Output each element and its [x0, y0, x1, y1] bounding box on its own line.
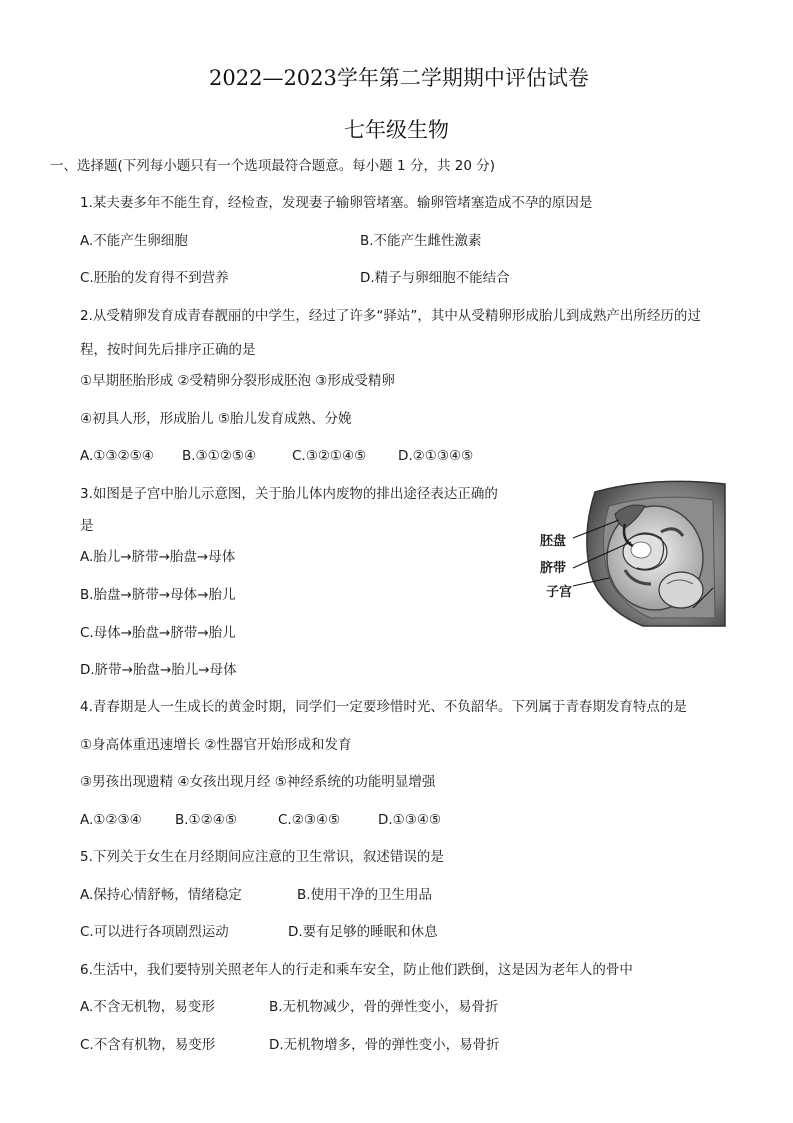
q2-stem-line1: 2.从受精卵发育成青春靓丽的中学生，经过了许多“驿站”，其中从受精卵形成胎儿到成熟产出所经历的过 [80, 308, 701, 324]
q3-stem-line1: 3.如图是子宫中胎儿示意图，关于胎儿体内废物的排出途径表达正确的 [80, 486, 498, 502]
exam-title: 2022—2023学年第二学期期中评估试卷 [209, 66, 589, 90]
fetus-in-uterus-figure [533, 480, 727, 628]
q1-stem: 1.某夫妻多年不能生育，经检查，发现妻子输卵管堵塞。输卵管堵塞造成不孕的原因是 [80, 195, 593, 211]
q2-option-d: D.②①③④⑤ [398, 448, 474, 464]
q6-option-c: C.不含有机物，易变形 [80, 1037, 216, 1053]
q4-option-c: C.②③④⑤ [278, 812, 341, 828]
q4-stem: 4.青春期是人一生成长的黄金时期，同学们一定要珍惜时光、不负韶华。下列属于青春期发育特点的是 [80, 699, 687, 715]
q4-items-line1: ①身高体重迅速增长 ②性器官开始形成和发育 [80, 737, 352, 753]
figure-label-umbilical-cord: 脐带 [540, 561, 567, 576]
exam-subtitle: 七年级生物 [344, 118, 449, 142]
q2-items-line1: ①早期胚胎形成 ②受精卵分裂形成胚泡 ③形成受精卵 [80, 373, 395, 389]
q1-option-a: A.不能产生卵细胞 [80, 233, 188, 249]
section-heading: 一、选择题(下列每小题只有一个选项最符合题意。每小题 1 分，共 20 分) [50, 158, 495, 174]
q4-option-d: D.①③④⑤ [378, 812, 442, 828]
q5-option-d: D.要有足够的睡眠和休息 [288, 924, 438, 940]
q2-option-b: B.③①②⑤④ [182, 448, 257, 464]
q4-option-a: A.①②③④ [80, 812, 142, 828]
q3-option-a: A.胎儿→脐带→胎盘→母体 [80, 549, 236, 565]
figure-label-placenta: 胚盘 [540, 534, 567, 549]
q3-option-d: D.脐带→胎盘→胎儿→母体 [80, 662, 237, 678]
q6-stem: 6.生活中，我们要特别关照老年人的行走和乘车安全，防止他们跌倒，这是因为老年人的骨中 [80, 962, 633, 978]
q6-option-a: A.不含无机物，易变形 [80, 999, 215, 1015]
q3-option-c: C.母体→胎盘→脐带→胎儿 [80, 625, 236, 641]
q2-option-c: C.③②①④⑤ [292, 448, 367, 464]
q1-option-c: C.胚胎的发育得不到营养 [80, 270, 229, 286]
fetus-illustration [533, 480, 727, 628]
q1-option-d: D.精子与卵细胞不能结合 [360, 270, 510, 286]
figure-label-uterus: 子宫 [546, 585, 573, 600]
q6-option-b: B.无机物减少，骨的弹性变小，易骨折 [269, 999, 499, 1015]
q5-option-b: B.使用干净的卫生用品 [297, 887, 433, 903]
q3-option-b: B.胎盘→脐带→母体→胎儿 [80, 587, 236, 603]
q1-option-b: B.不能产生雌性激素 [360, 233, 482, 249]
q2-stem-line2: 程，按时间先后排序正确的是 [80, 342, 256, 358]
q6-option-d: D.无机物增多，骨的弹性变小，易骨折 [269, 1037, 500, 1053]
q4-option-b: B.①②④⑤ [175, 812, 237, 828]
q5-option-c: C.可以进行各项剧烈运动 [80, 924, 229, 940]
q5-stem: 5.下列关于女生在月经期间应注意的卫生常识，叙述错误的是 [80, 849, 444, 865]
q2-items-line2: ④初具人形，形成胎儿 ⑤胎儿发育成熟、分娩 [80, 411, 352, 427]
q2-option-a: A.①③②⑤④ [80, 448, 154, 464]
q3-stem-line2: 是 [80, 518, 94, 534]
q5-option-a: A.保持心情舒畅，情绪稳定 [80, 887, 242, 903]
q4-items-line2: ③男孩出现遗精 ④女孩出现月经 ⑤神经系统的功能明显增强 [80, 774, 436, 790]
